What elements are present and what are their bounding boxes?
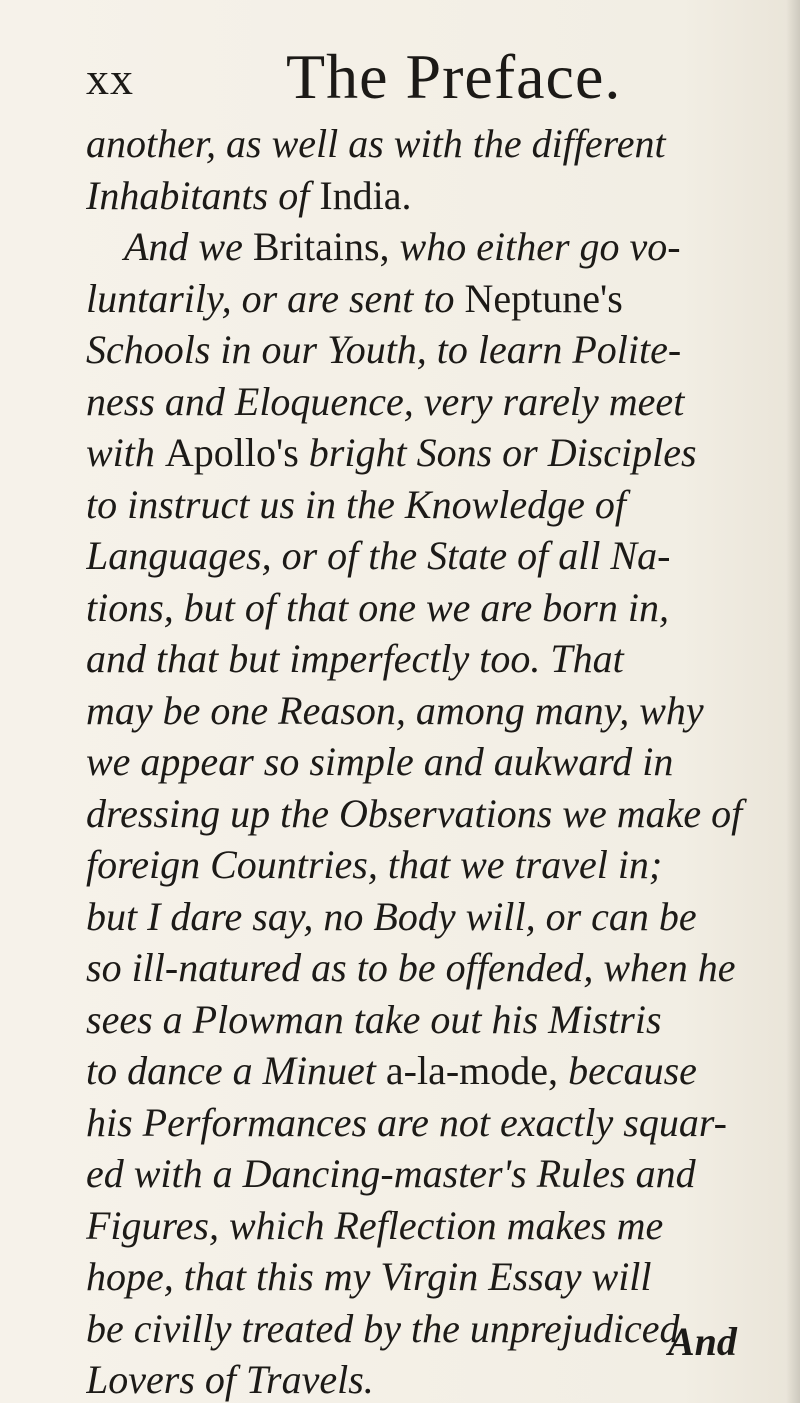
text-line: to instruct us in the Knowledge of xyxy=(86,481,626,527)
text-line: And we Britains, who either go vo- xyxy=(124,224,681,269)
page-number: xx xyxy=(86,53,134,104)
text-line: Schools in our Youth, to learn Polite- xyxy=(86,327,682,372)
text-line: dressing up the Observations we make of xyxy=(86,790,743,836)
text-line: with Apollo's bright Sons or Disciples xyxy=(86,430,697,475)
text-line: we appear so simple and aukward in xyxy=(86,739,674,784)
text-line: hope, that this my Virgin Essay will xyxy=(86,1254,652,1299)
text-line: so ill-natured as to be offended, when he xyxy=(86,945,736,990)
running-title: The Preface. xyxy=(286,41,622,112)
text-line: ness and Eloquence, very rarely meet xyxy=(86,378,685,424)
text-line: another, as well as with the different xyxy=(86,121,666,166)
page-header xyxy=(86,40,766,120)
text-line: but I dare say, no Body will, or can be xyxy=(86,893,697,939)
body-text xyxy=(86,118,776,1403)
text-line: may be one Reason, among many, why xyxy=(86,687,704,733)
text-line: his Performances are not exactly squar- xyxy=(86,1099,727,1145)
text-line: be civilly treated by the unprejudiced xyxy=(86,1305,680,1351)
text-line: Languages, or of the State of all Na- xyxy=(86,533,671,578)
text-line: Lovers of Travels. xyxy=(86,1357,374,1402)
text-line: tions, but of that one we are born in, xyxy=(86,584,669,630)
text-line: sees a Plowman take out his Mistris xyxy=(86,996,662,1042)
catchword: And xyxy=(668,1319,737,1364)
text-line: ed with a Dancing-master's Rules and xyxy=(86,1151,696,1196)
text-line: and that but imperfectly too. That xyxy=(86,636,624,681)
text-line: Inhabitants of India. xyxy=(86,172,412,218)
text-line: to dance a Minuet a-la-mode, because xyxy=(86,1048,697,1093)
text-line: foreign Countries, that we travel in; xyxy=(86,842,663,887)
text-line: Figures, which Reflection makes me xyxy=(86,1202,664,1248)
page-edge-shadow xyxy=(786,0,800,1403)
text-line: luntarily, or are sent to Neptune's xyxy=(86,275,623,321)
